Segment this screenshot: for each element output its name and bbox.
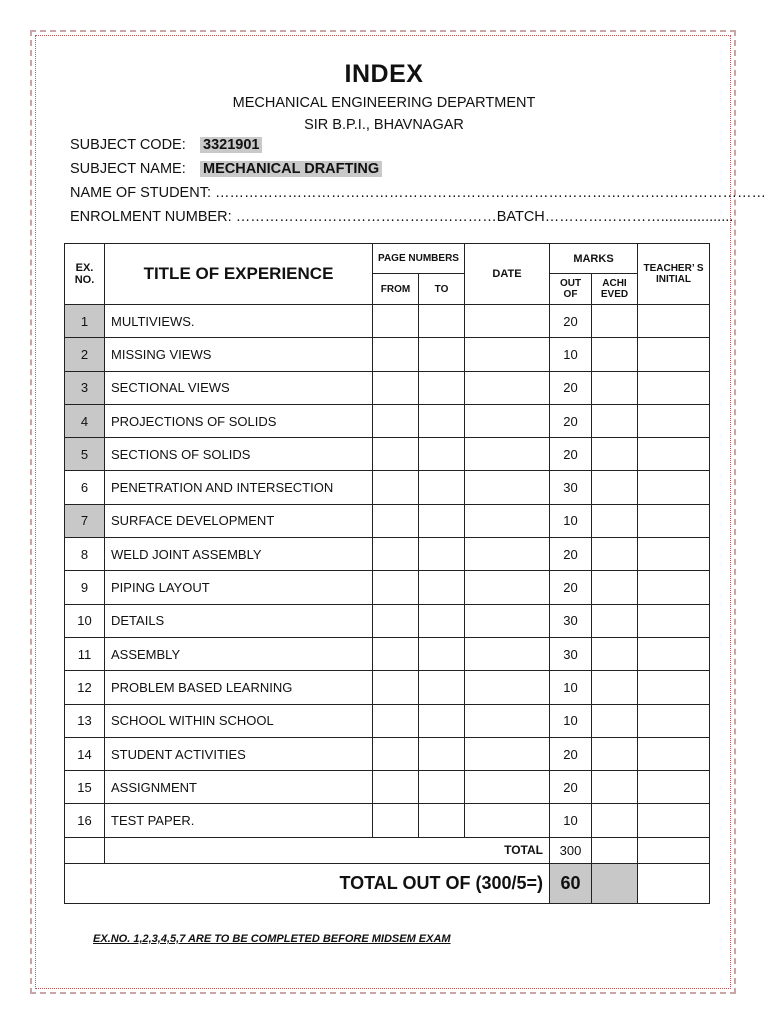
experience-title-cell: PIPING LAYOUT xyxy=(105,571,373,604)
date-cell xyxy=(465,305,550,338)
out-of-cell: 20 xyxy=(550,571,592,604)
teacher-initial-cell xyxy=(638,737,710,770)
ex-no-cell: 10 xyxy=(65,604,105,637)
achieved-cell xyxy=(592,704,638,737)
page-from-cell xyxy=(373,504,419,537)
out-of-cell: 20 xyxy=(550,438,592,471)
ex-no-cell: 5 xyxy=(65,438,105,471)
page-to-cell xyxy=(419,504,465,537)
experience-title-cell: SCHOOL WITHIN SCHOOL xyxy=(105,704,373,737)
subject-code-label: SUBJECT CODE: xyxy=(70,137,186,153)
page-from-cell xyxy=(373,404,419,437)
out-of-cell: 30 xyxy=(550,471,592,504)
page-to-cell xyxy=(419,737,465,770)
experience-title-cell: SURFACE DEVELOPMENT xyxy=(105,504,373,537)
date-cell xyxy=(465,438,550,471)
ex-no-cell: 9 xyxy=(65,571,105,604)
date-cell xyxy=(465,471,550,504)
page-from-cell xyxy=(373,804,419,837)
page-from-cell xyxy=(373,538,419,571)
experience-title-cell: SECTIONAL VIEWS xyxy=(105,371,373,404)
experience-title-cell: SECTIONS OF SOLIDS xyxy=(105,438,373,471)
header-out-of: OUT OF xyxy=(550,274,592,305)
table-row xyxy=(65,504,710,537)
page-to-cell xyxy=(419,404,465,437)
achieved-cell xyxy=(592,404,638,437)
date-cell xyxy=(465,504,550,537)
teacher-initial-cell xyxy=(638,504,710,537)
ex-no-cell: 8 xyxy=(65,538,105,571)
page-from-cell xyxy=(373,671,419,704)
achieved-cell xyxy=(592,637,638,670)
page-from-cell xyxy=(373,737,419,770)
achieved-cell xyxy=(592,504,638,537)
total-blank xyxy=(65,837,105,863)
header-marks: MARKS xyxy=(550,244,638,274)
table-row xyxy=(65,804,710,837)
page-from-cell xyxy=(373,604,419,637)
date-cell xyxy=(465,538,550,571)
teacher-initial-cell xyxy=(638,704,710,737)
college-name: SIR B.P.I., BHAVNAGAR xyxy=(304,117,464,133)
page-to-cell xyxy=(419,371,465,404)
total-out-of-achieved xyxy=(592,863,638,903)
table-row xyxy=(65,737,710,770)
ex-no-cell: 6 xyxy=(65,471,105,504)
page-to-cell xyxy=(419,637,465,670)
teacher-initial-cell xyxy=(638,671,710,704)
teacher-initial-cell xyxy=(638,371,710,404)
total-out-of-value: 60 xyxy=(550,863,592,903)
teacher-initial-cell xyxy=(638,771,710,804)
page-from-cell xyxy=(373,305,419,338)
experience-title-cell: MISSING VIEWS xyxy=(105,338,373,371)
table-row xyxy=(65,571,710,604)
out-of-cell: 30 xyxy=(550,604,592,637)
achieved-cell xyxy=(592,471,638,504)
experience-title-cell: ASSIGNMENT xyxy=(105,771,373,804)
out-of-cell: 20 xyxy=(550,737,592,770)
page-to-cell xyxy=(419,338,465,371)
index-table xyxy=(64,243,710,904)
subject-code-value: 3321901 xyxy=(200,137,262,153)
experience-title-cell: TEST PAPER. xyxy=(105,804,373,837)
date-cell xyxy=(465,737,550,770)
teacher-initial-cell xyxy=(638,305,710,338)
table-row xyxy=(65,704,710,737)
teacher-initial-cell xyxy=(638,438,710,471)
out-of-cell: 10 xyxy=(550,671,592,704)
date-cell xyxy=(465,338,550,371)
teacher-initial-cell xyxy=(638,338,710,371)
achieved-cell xyxy=(592,538,638,571)
page-from-cell xyxy=(373,371,419,404)
ex-no-cell: 7 xyxy=(65,504,105,537)
teacher-initial-cell xyxy=(638,571,710,604)
page-from-cell xyxy=(373,438,419,471)
page-to-cell xyxy=(419,471,465,504)
out-of-cell: 10 xyxy=(550,504,592,537)
date-cell xyxy=(465,771,550,804)
achieved-cell xyxy=(592,604,638,637)
experience-title-cell: ASSEMBLY xyxy=(105,637,373,670)
header-achieved: ACHI EVED xyxy=(592,274,638,305)
achieved-cell xyxy=(592,804,638,837)
teacher-initial-cell xyxy=(638,804,710,837)
table-row xyxy=(65,338,710,371)
experience-title-cell: WELD JOINT ASSEMBLY xyxy=(105,538,373,571)
total-out-of-teacher xyxy=(638,863,710,903)
out-of-cell: 20 xyxy=(550,538,592,571)
date-cell xyxy=(465,637,550,670)
teacher-initial-cell xyxy=(638,604,710,637)
ex-no-cell: 1 xyxy=(65,305,105,338)
subject-name-label: SUBJECT NAME: xyxy=(70,161,186,177)
ex-no-cell: 11 xyxy=(65,637,105,670)
page-to-cell xyxy=(419,804,465,837)
page-from-cell xyxy=(373,704,419,737)
ex-no-cell: 14 xyxy=(65,737,105,770)
table-row xyxy=(65,538,710,571)
experience-title-cell: DETAILS xyxy=(105,604,373,637)
ex-no-cell: 16 xyxy=(65,804,105,837)
header-ex-no: EX. NO. xyxy=(65,244,105,305)
page-title: INDEX xyxy=(344,60,424,88)
table-row xyxy=(65,371,710,404)
header-date: DATE xyxy=(465,244,550,305)
table-row xyxy=(65,604,710,637)
page-to-cell xyxy=(419,305,465,338)
page-from-cell xyxy=(373,637,419,670)
ex-no-cell: 4 xyxy=(65,404,105,437)
achieved-cell xyxy=(592,671,638,704)
date-cell xyxy=(465,371,550,404)
table-row xyxy=(65,471,710,504)
subject-name-line xyxy=(70,161,382,177)
out-of-cell: 20 xyxy=(550,404,592,437)
total-out-of-label: TOTAL OUT OF (300/5=) xyxy=(65,863,550,903)
enrolment-line: ENROLMENT NUMBER: ………………………………………………BATCH…………………….................. xyxy=(70,209,734,225)
header-to: TO xyxy=(419,274,465,305)
total-value: 300 xyxy=(550,837,592,863)
department-name: MECHANICAL ENGINEERING DEPARTMENT xyxy=(232,95,536,111)
achieved-cell xyxy=(592,737,638,770)
ex-no-cell: 3 xyxy=(65,371,105,404)
out-of-cell: 20 xyxy=(550,771,592,804)
page-from-cell xyxy=(373,771,419,804)
ex-no-cell: 15 xyxy=(65,771,105,804)
page-to-cell xyxy=(419,671,465,704)
date-cell xyxy=(465,704,550,737)
ex-no-cell: 2 xyxy=(65,338,105,371)
header-from: FROM xyxy=(373,274,419,305)
teacher-initial-cell xyxy=(638,637,710,670)
achieved-cell xyxy=(592,771,638,804)
subject-code-line xyxy=(70,137,262,153)
page-to-cell xyxy=(419,571,465,604)
subject-name-value: MECHANICAL DRAFTING xyxy=(200,161,382,177)
date-cell xyxy=(465,604,550,637)
experience-title-cell: PROBLEM BASED LEARNING xyxy=(105,671,373,704)
total-label: TOTAL xyxy=(105,837,550,863)
page-from-cell xyxy=(373,571,419,604)
ex-no-cell: 13 xyxy=(65,704,105,737)
page-to-cell xyxy=(419,538,465,571)
table-row xyxy=(65,671,710,704)
page-from-cell xyxy=(373,471,419,504)
ex-no-cell: 12 xyxy=(65,671,105,704)
page-to-cell xyxy=(419,704,465,737)
date-cell xyxy=(465,404,550,437)
total-achieved xyxy=(592,837,638,863)
total-teacher xyxy=(638,837,710,863)
table-row xyxy=(65,438,710,471)
achieved-cell xyxy=(592,338,638,371)
teacher-initial-cell xyxy=(638,538,710,571)
table-row xyxy=(65,637,710,670)
achieved-cell xyxy=(592,371,638,404)
midsem-note: EX.NO. 1,2,3,4,5,7 ARE TO BE COMPLETED BEFORE MIDSEM EXAM xyxy=(93,933,451,945)
table-row xyxy=(65,305,710,338)
student-name-line: NAME OF STUDENT: …………………………………………………………………………………………………… xyxy=(70,185,767,201)
date-cell xyxy=(465,571,550,604)
out-of-cell: 20 xyxy=(550,371,592,404)
header-title: TITLE OF EXPERIENCE xyxy=(105,244,373,305)
header-teacher-initial: TEACHER’ S INITIAL xyxy=(638,244,710,305)
achieved-cell xyxy=(592,438,638,471)
experience-title-cell: PENETRATION AND INTERSECTION xyxy=(105,471,373,504)
out-of-cell: 20 xyxy=(550,305,592,338)
teacher-initial-cell xyxy=(638,404,710,437)
page-from-cell xyxy=(373,338,419,371)
page-to-cell xyxy=(419,438,465,471)
out-of-cell: 10 xyxy=(550,804,592,837)
teacher-initial-cell xyxy=(638,471,710,504)
achieved-cell xyxy=(592,571,638,604)
table-row xyxy=(65,404,710,437)
experience-title-cell: PROJECTIONS OF SOLIDS xyxy=(105,404,373,437)
header-page-numbers: PAGE NUMBERS xyxy=(373,244,465,274)
out-of-cell: 10 xyxy=(550,704,592,737)
achieved-cell xyxy=(592,305,638,338)
experience-title-cell: MULTIVIEWS. xyxy=(105,305,373,338)
page-to-cell xyxy=(419,604,465,637)
out-of-cell: 30 xyxy=(550,637,592,670)
date-cell xyxy=(465,804,550,837)
experience-title-cell: STUDENT ACTIVITIES xyxy=(105,737,373,770)
out-of-cell: 10 xyxy=(550,338,592,371)
page-to-cell xyxy=(419,771,465,804)
date-cell xyxy=(465,671,550,704)
table-row xyxy=(65,771,710,804)
